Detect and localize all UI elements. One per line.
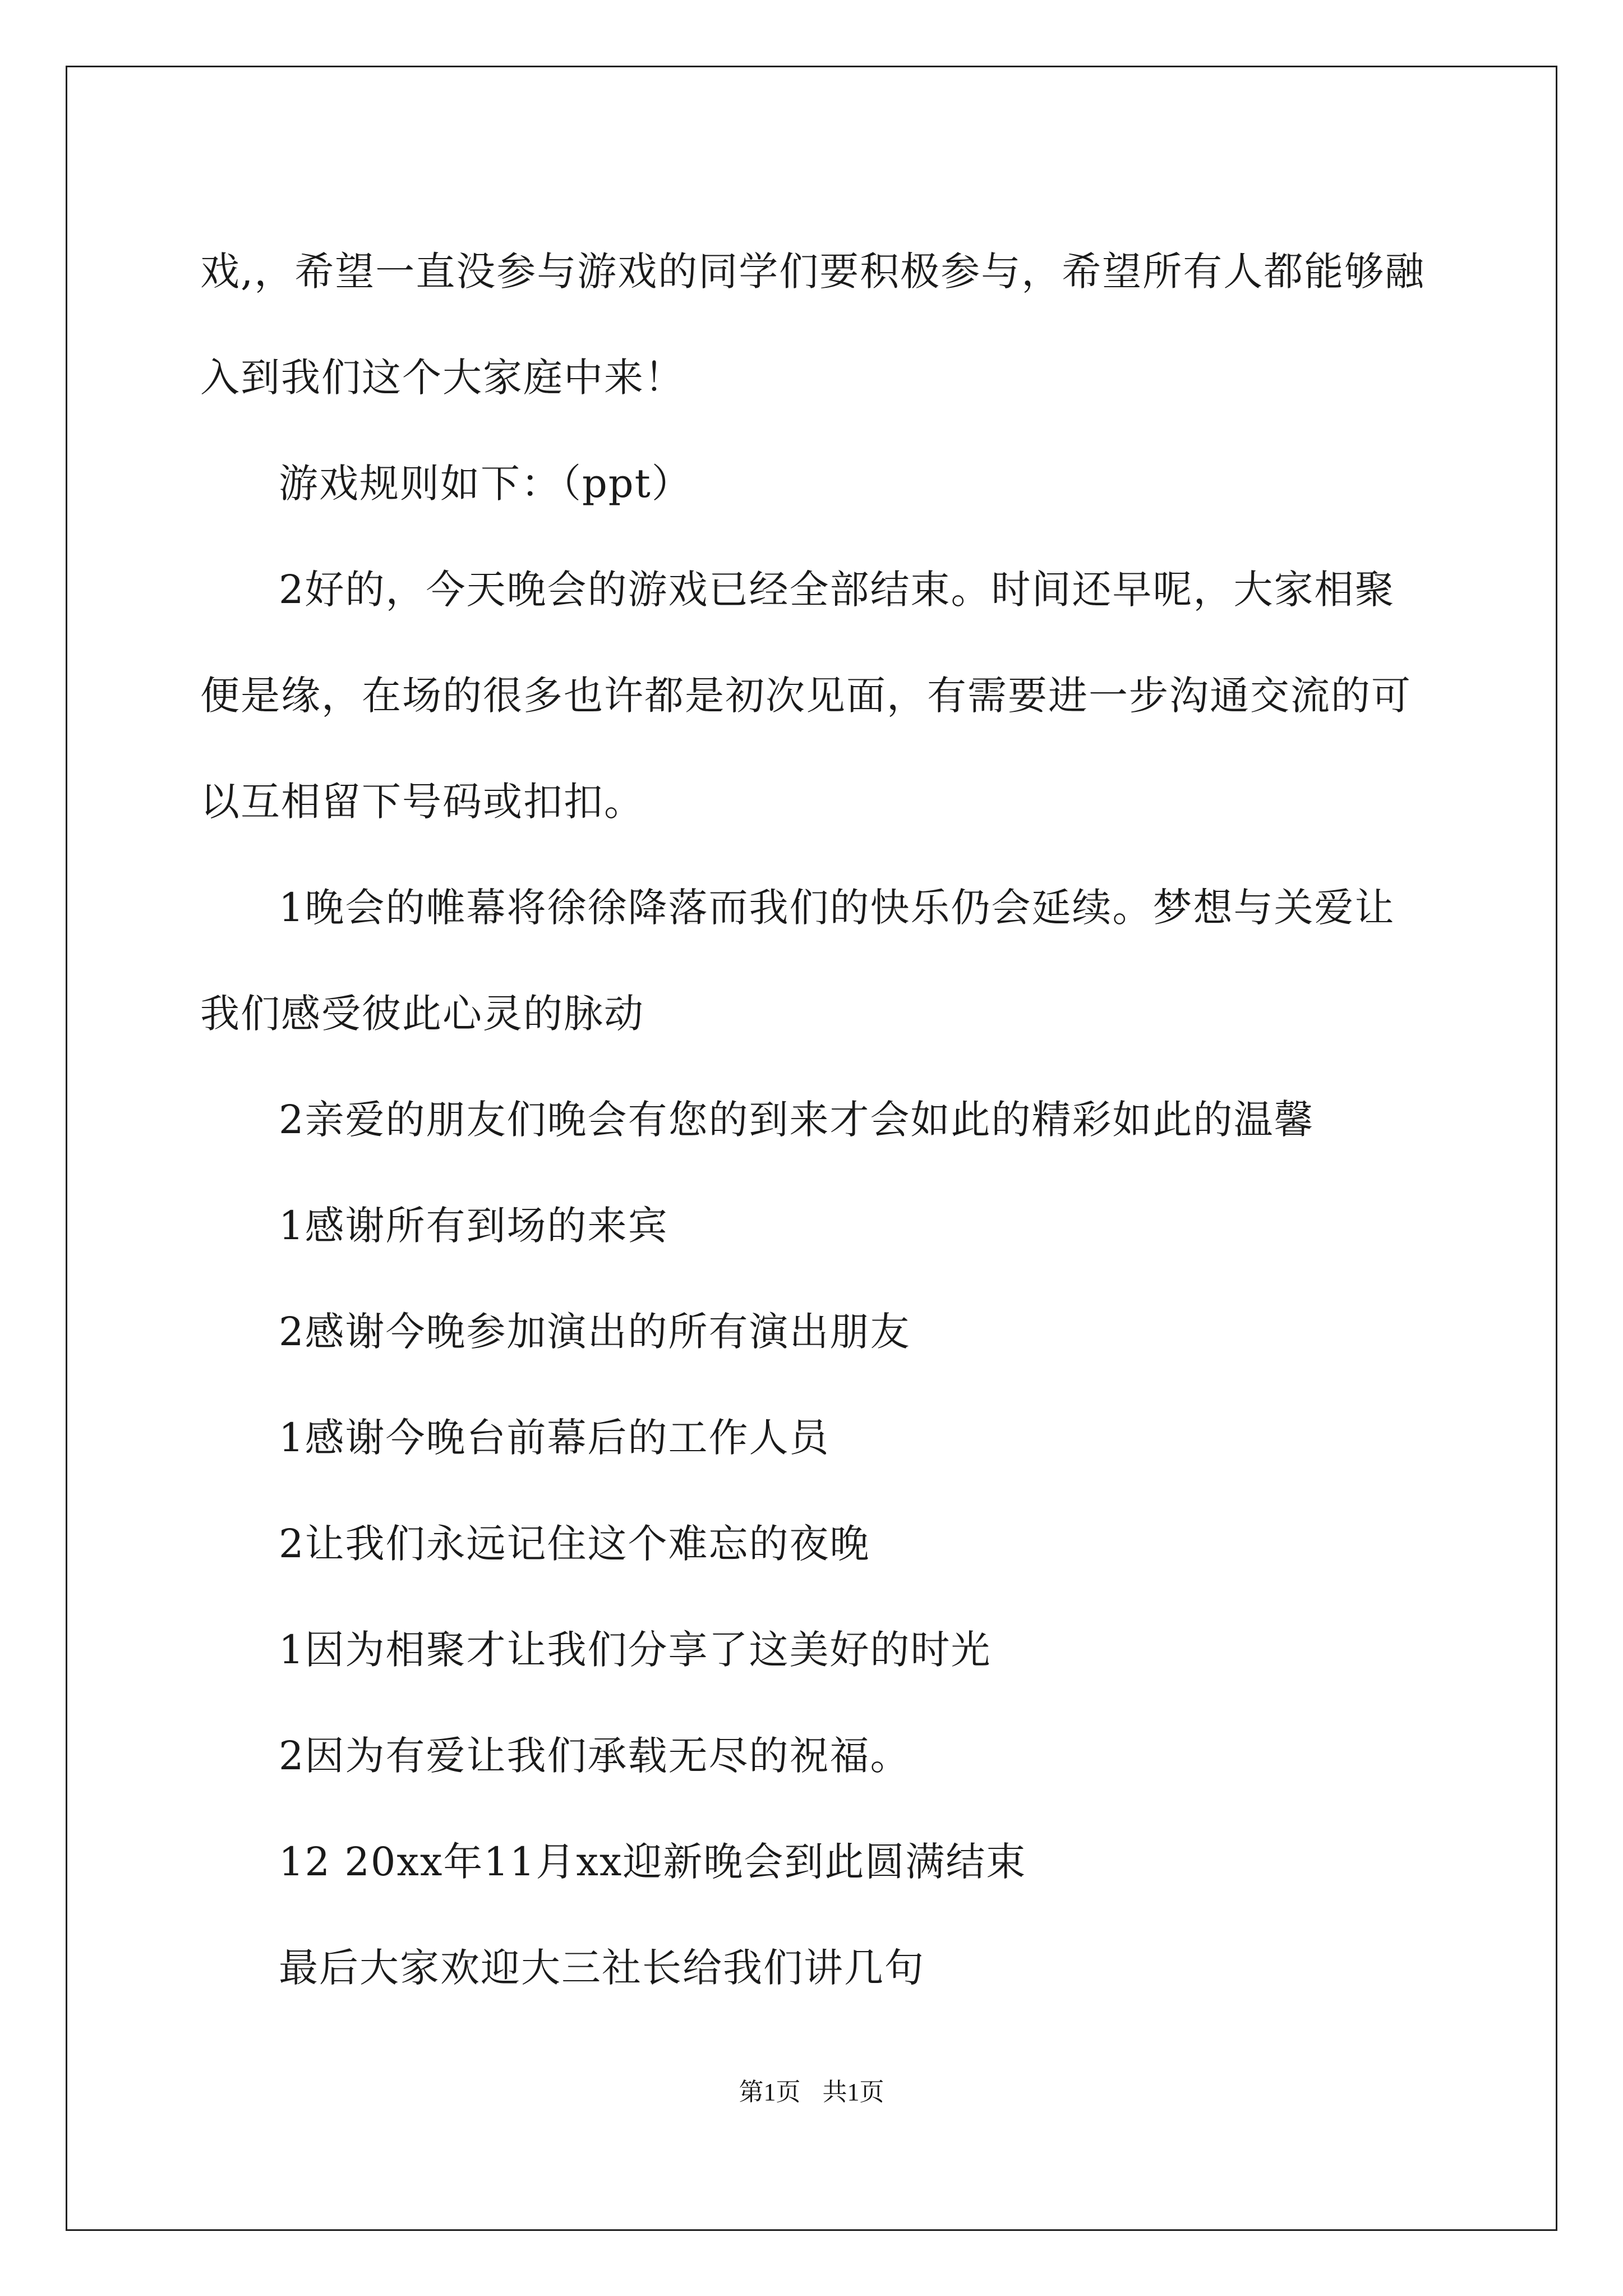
paragraph: 戏,，希望一直没参与游戏的同学们要积极参与，希望所有人都能够融入到我们这个大家庭中来！ bbox=[200, 249, 1426, 401]
paragraph: 12 20xx年11月xx迎新晚会到此圆满结束 bbox=[279, 1839, 1027, 1885]
paragraph: 2因为有爱让我们承载无尽的祝福。 bbox=[279, 1733, 911, 1779]
paragraph: 游戏规则如下：（ppt） bbox=[279, 461, 692, 507]
document-body bbox=[200, 219, 1428, 2021]
paragraph: 2好的，今天晚会的游戏已经全部结束。时间还早呢，大家相聚便是缘，在场的很多也许都是初次见面，有需要进一步沟通交流的可以互相留下号码或扣扣。 bbox=[200, 567, 1412, 825]
paragraph: 2感谢今晚参加演出的所有演出朋友 bbox=[279, 1309, 911, 1355]
paragraph: 最后大家欢迎大三社长给我们讲几句 bbox=[279, 1945, 925, 1991]
paragraph: 2让我们永远记住这个难忘的夜晚 bbox=[279, 1521, 870, 1567]
page-number-current: 第1页 bbox=[739, 2078, 801, 2106]
paragraph: 1感谢所有到场的来宾 bbox=[279, 1203, 668, 1249]
paragraph: 1因为相聚才让我们分享了这美好的时光 bbox=[279, 1627, 992, 1673]
paragraph: 1感谢今晚台前幕后的工作人员 bbox=[279, 1415, 830, 1461]
paragraph: 2亲爱的朋友们晚会有您的到来才会如此的精彩如此的温馨 bbox=[279, 1097, 1315, 1143]
paragraph: 1晚会的帷幕将徐徐降落而我们的快乐仍会延续。梦想与关爱让我们感受彼此心灵的脉动 bbox=[200, 885, 1395, 1037]
page-number-total: 共1页 bbox=[822, 2078, 884, 2106]
page-footer bbox=[0, 2076, 1623, 2109]
